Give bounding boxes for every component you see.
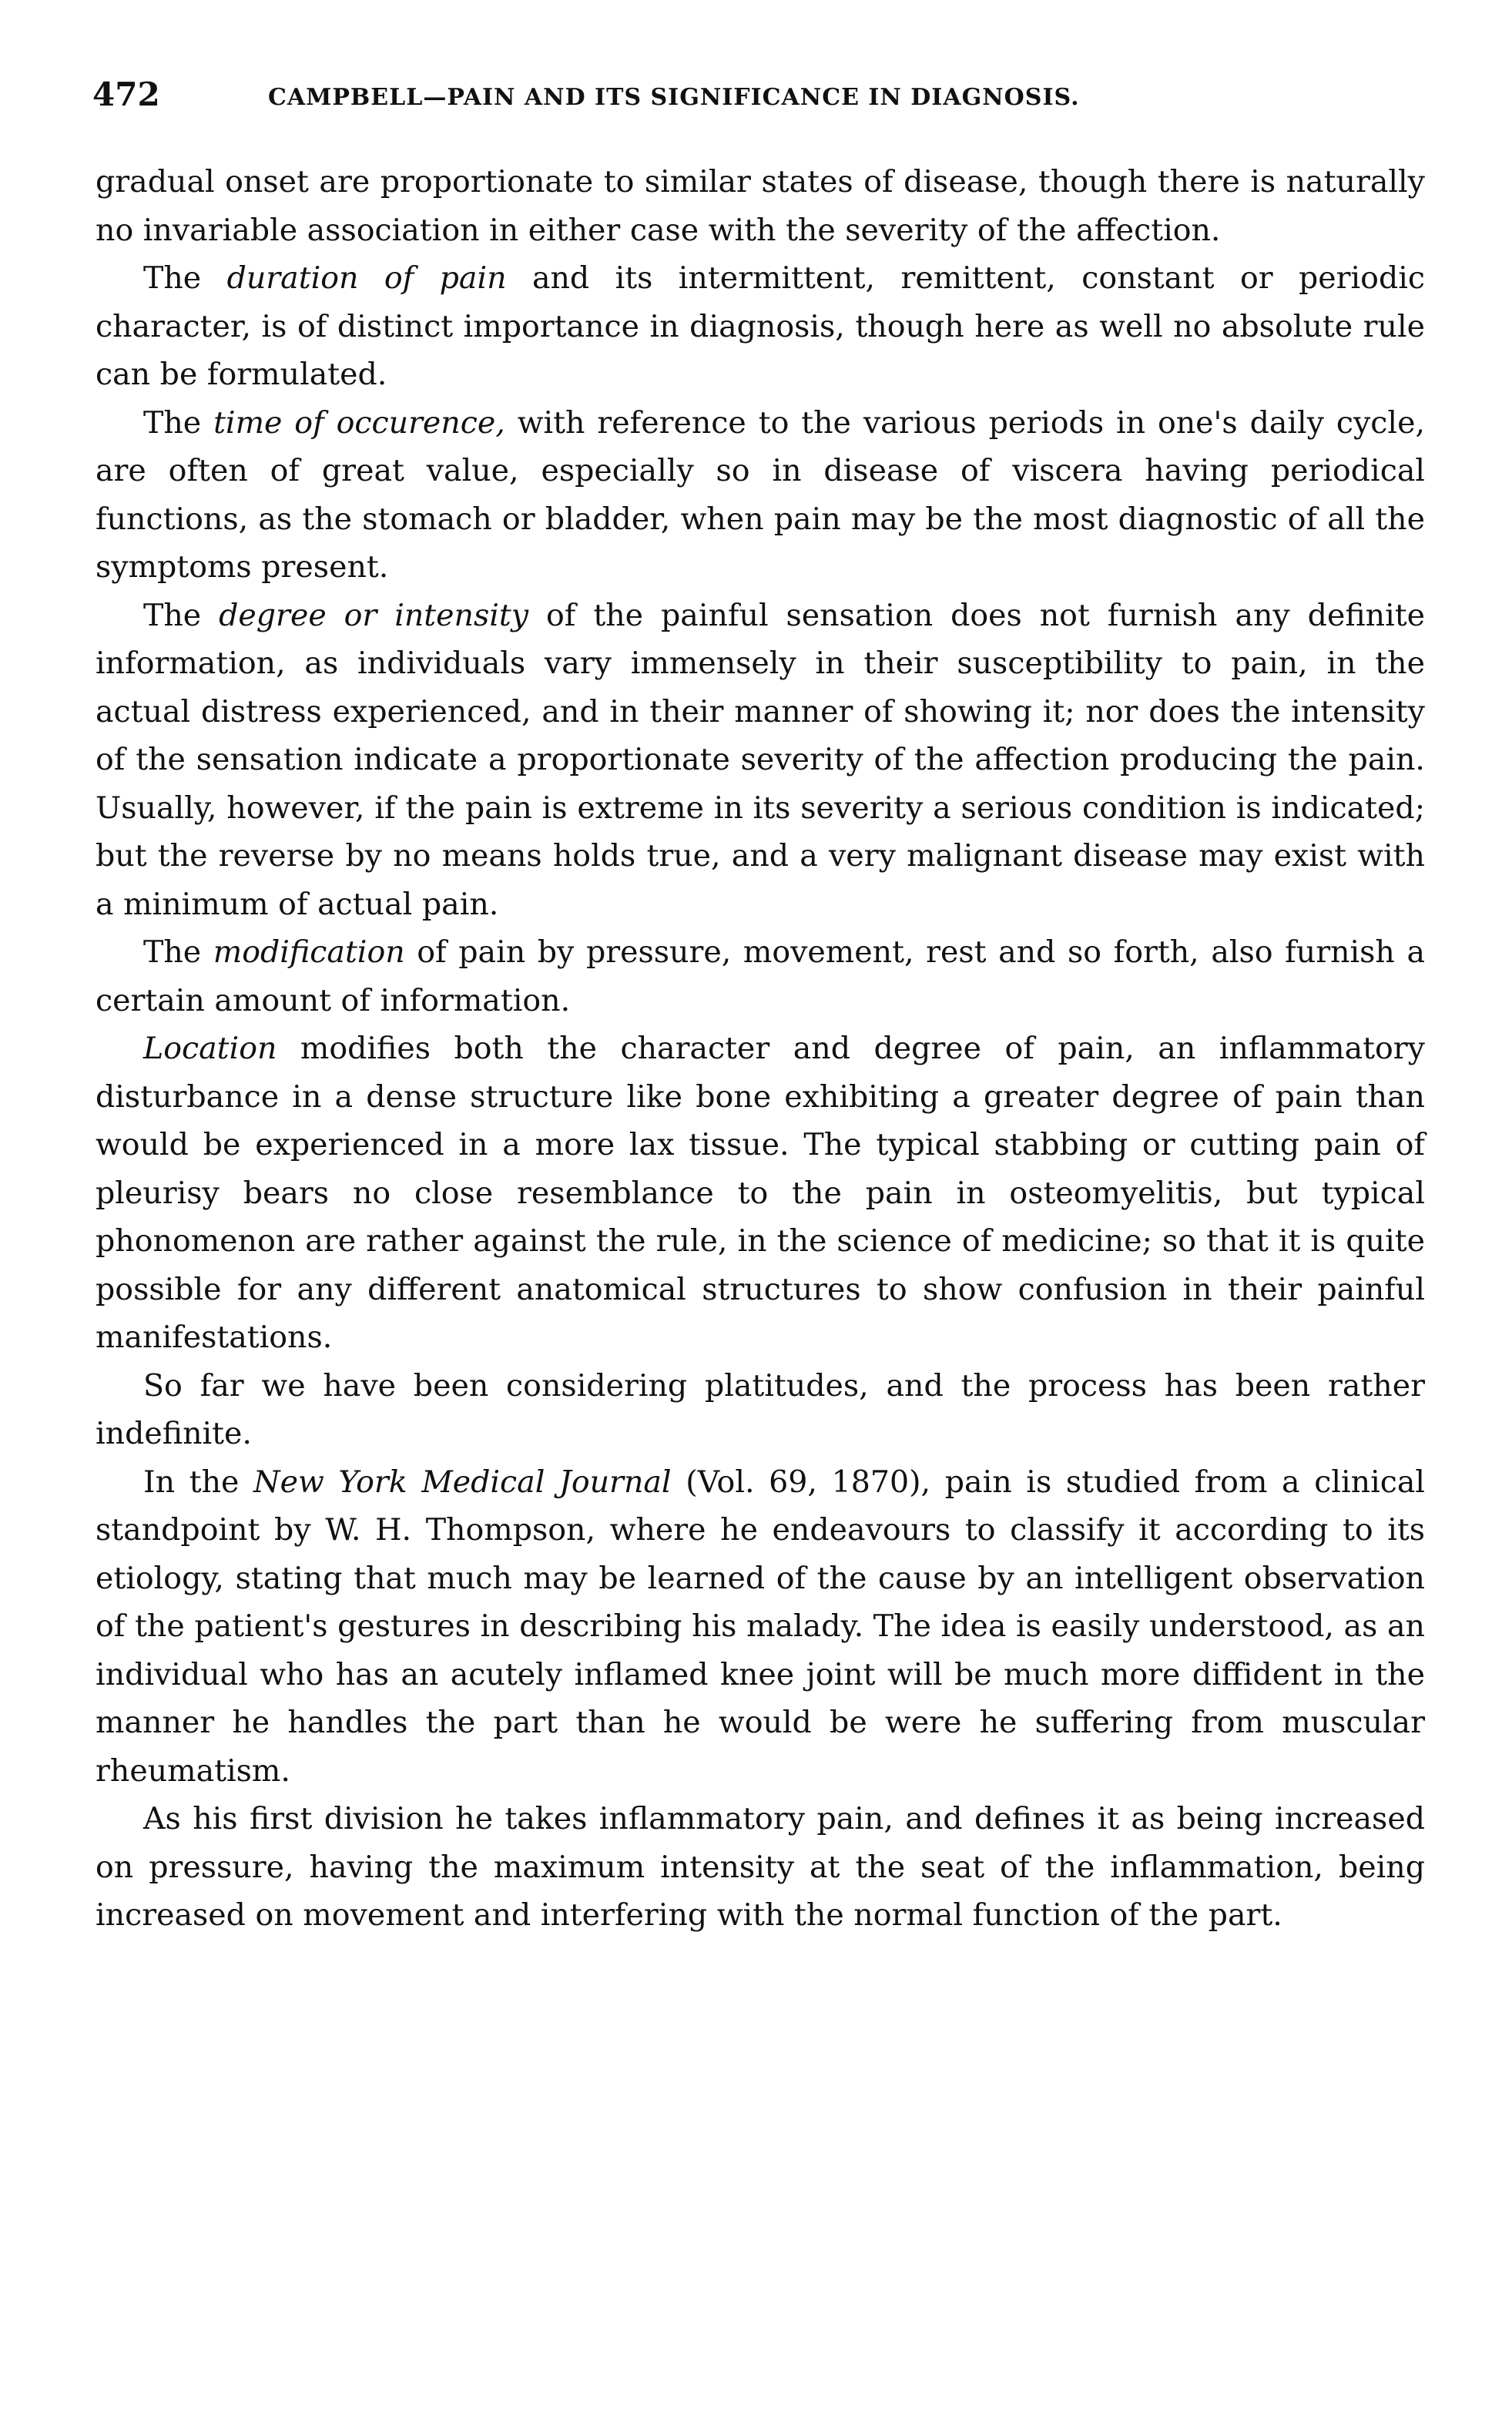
paragraph-location (96, 1025, 1425, 1362)
running-title: CAMPBELL—PAIN AND ITS SIGNIFICANCE IN DIAGNOSIS. (268, 84, 1080, 111)
paragraph-text: and its intermittent, remittent, constant or periodic character, is of distinct importance in diagnosis, though here as well no absolute rule can be formulated. (96, 260, 1425, 392)
paragraph-text: So far we have been considering platitudes, and the process has been rather indefinite. (96, 1367, 1425, 1451)
paragraph-text: of pain by pressure, movement, rest and so forth, also furnish a certain amount of information. (96, 934, 1426, 1018)
paragraph-text: As his first division he takes inflammatory pain, and defines it as being increased on pressure, having the maximum intensity at the seat of the inflammation, being increased on movement and interfering with the normal function of the part. (96, 1801, 1425, 1933)
italic-term: duration of pain (226, 260, 507, 296)
italic-term: modification (213, 934, 405, 970)
italic-term: time of occurence, (213, 404, 505, 441)
body-text (96, 158, 1425, 1940)
paragraph-duration-of-pain (96, 254, 1425, 399)
paragraph-text: gradual onset are proportionate to similar states of disease, though there is naturally no invariable association in either case with the severity of the affection. (96, 164, 1425, 248)
paragraph-prefix: The (143, 404, 214, 441)
paragraph-continuation (96, 158, 1425, 254)
page-number: 472 (92, 75, 160, 113)
paragraph-prefix: In the (143, 1464, 254, 1500)
paragraph-modification (96, 928, 1425, 1025)
paragraph-prefix: The (143, 934, 213, 970)
paragraph-degree-or-intensity (96, 592, 1425, 929)
paragraph-text: of the painful sensation does not furnish any definite information, as individuals vary immensely in their susceptibility to pain, in the actual distress experienced, and in their manner of showing it; nor does the intensity of the sensation indicate a proportionate severity of the affection producing the pain. Usually, however, if the pain is extreme in its severity a serious condition is indicated; but the reverse by no means holds true, and a very malignant disease may exist with a minimum of actual pain. (96, 597, 1426, 922)
italic-journal-title: New York Medical Journal (253, 1464, 672, 1500)
paragraph-text: with reference to the various periods in one's daily cycle, are often of great value, especially so in disease of viscera having periodical functions, as the stomach or bladder, when pain may be the most diagnostic of all the symptoms present. (96, 404, 1425, 585)
running-head (92, 68, 1448, 122)
paragraph-text: modifies both the character and degree of pain, an inflammatory disturbance in a dense structure like bone exhibiting a greater degree of pain than would be experienced in a more lax tissue. The typical stabbing or cutting pain of pleurisy bears no close resemblance to the pain in osteomyelitis, but typical phonomenon are rather against the rule, in the science of medicine; so that it is quite possible for any different anatomical structures to show confusion in their painful manifestations. (96, 1031, 1425, 1355)
italic-term: Location (143, 1031, 277, 1066)
italic-term: degree or intensity (219, 597, 529, 633)
paragraph-prefix: The (143, 597, 220, 633)
paragraph-platitudes (96, 1362, 1425, 1458)
paragraph-new-york-medical-journal (96, 1458, 1425, 1796)
paragraph-text: (Vol. 69, 1870), pain is studied from a clinical standpoint by W. H. Thompson, where he endeavours to classify it according to its etiology, stating that much may be learned of the cause by an intelligent observation of the patient's gestures in describing his malady. The idea is easily understood, as an individual who has an acutely inflamed knee joint will be much more diffident in the manner he handles the part than he would be were he suffering from muscular rheumatism. (96, 1464, 1426, 1789)
paragraph-prefix: The (143, 260, 227, 296)
paragraph-first-division (96, 1795, 1425, 1940)
paragraph-time-of-occurence (96, 399, 1425, 592)
